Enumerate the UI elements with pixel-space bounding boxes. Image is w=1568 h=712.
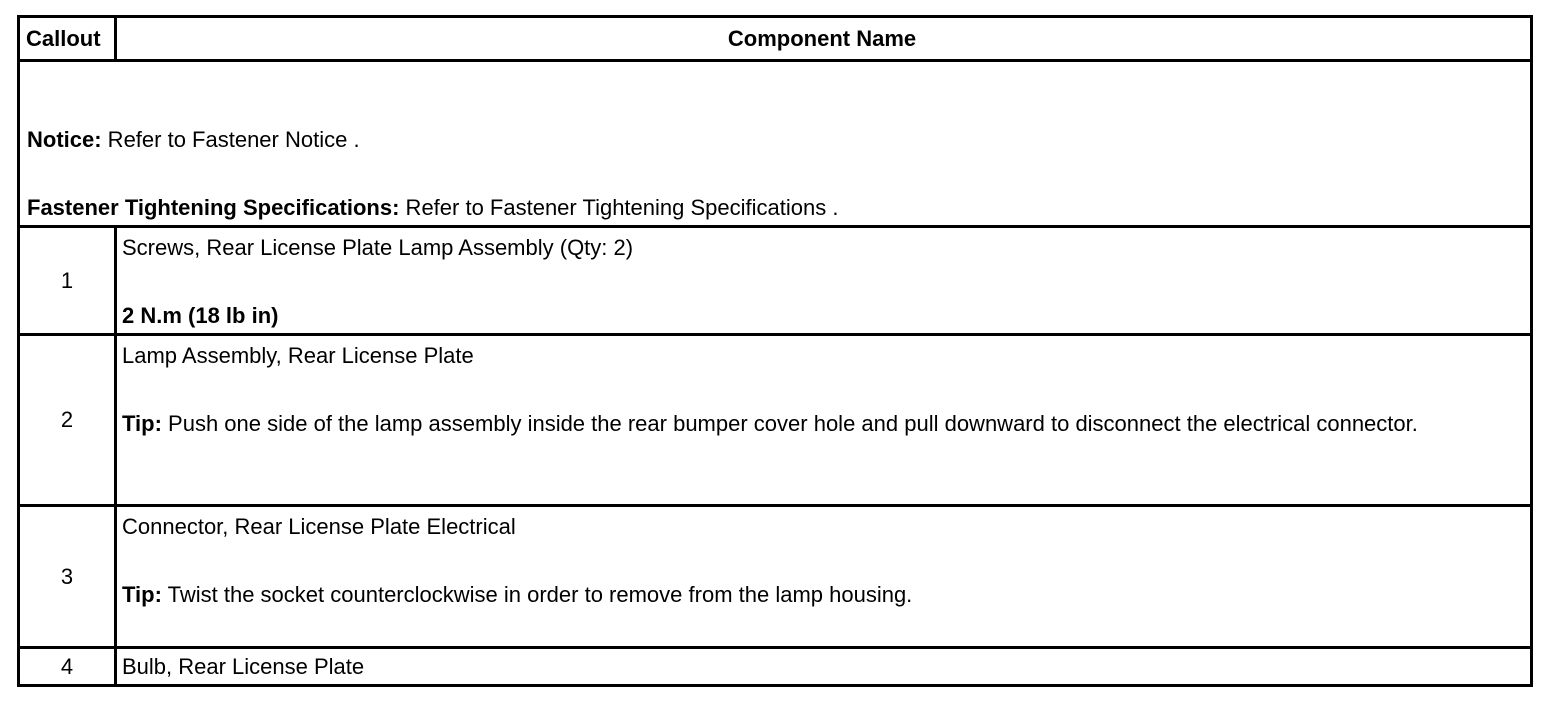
component-name-cell [117,228,1530,333]
table-header-row [20,18,1530,59]
table-row [20,333,1530,504]
notice-line [27,126,360,154]
tip-body: Push one side of the lamp assembly inside the rear bumper cover hole and pull downward to disconnect the electrical connector. [161,411,1418,436]
table-row [20,504,1530,646]
table-row [20,646,1530,684]
tip-text [122,581,1522,609]
component-name-cell [117,507,1530,646]
callout-column-header: Callout [20,18,117,59]
fastener-spec-text: Refer to Fastener Tightening Specifications . [399,195,839,220]
notice-cell [20,62,1530,225]
callout-number: 1 [20,228,117,333]
callout-number: 4 [20,649,117,684]
component-table [17,15,1533,687]
notice-label: Notice: [27,127,102,152]
callout-number: 2 [20,336,117,504]
notice-row [20,59,1530,225]
torque-spec: 2 N.m (18 lb in) [122,303,279,328]
component-name: Lamp Assembly, Rear License Plate [122,343,474,368]
tip-label: Tip: [122,411,162,436]
callout-number: 3 [20,507,117,646]
component-name: Connector, Rear License Plate Electrical [122,514,516,539]
component-name-column-header: Component Name [727,25,917,51]
fastener-spec-label: Fastener Tightening Specifications: [27,195,400,220]
component-name-cell [117,336,1530,504]
tip-text [122,410,1522,438]
fastener-spec-line [27,194,838,222]
notice-text: Refer to Fastener Notice . [101,127,360,152]
component-name: Screws, Rear License Plate Lamp Assembly (Qty: 2) [122,235,634,260]
component-name: Bulb, Rear License Plate [122,653,365,679]
tip-label: Tip: [122,582,162,607]
tip-body: Twist the socket counterclockwise in order to remove from the lamp housing. [161,582,913,607]
table-row [20,225,1530,333]
